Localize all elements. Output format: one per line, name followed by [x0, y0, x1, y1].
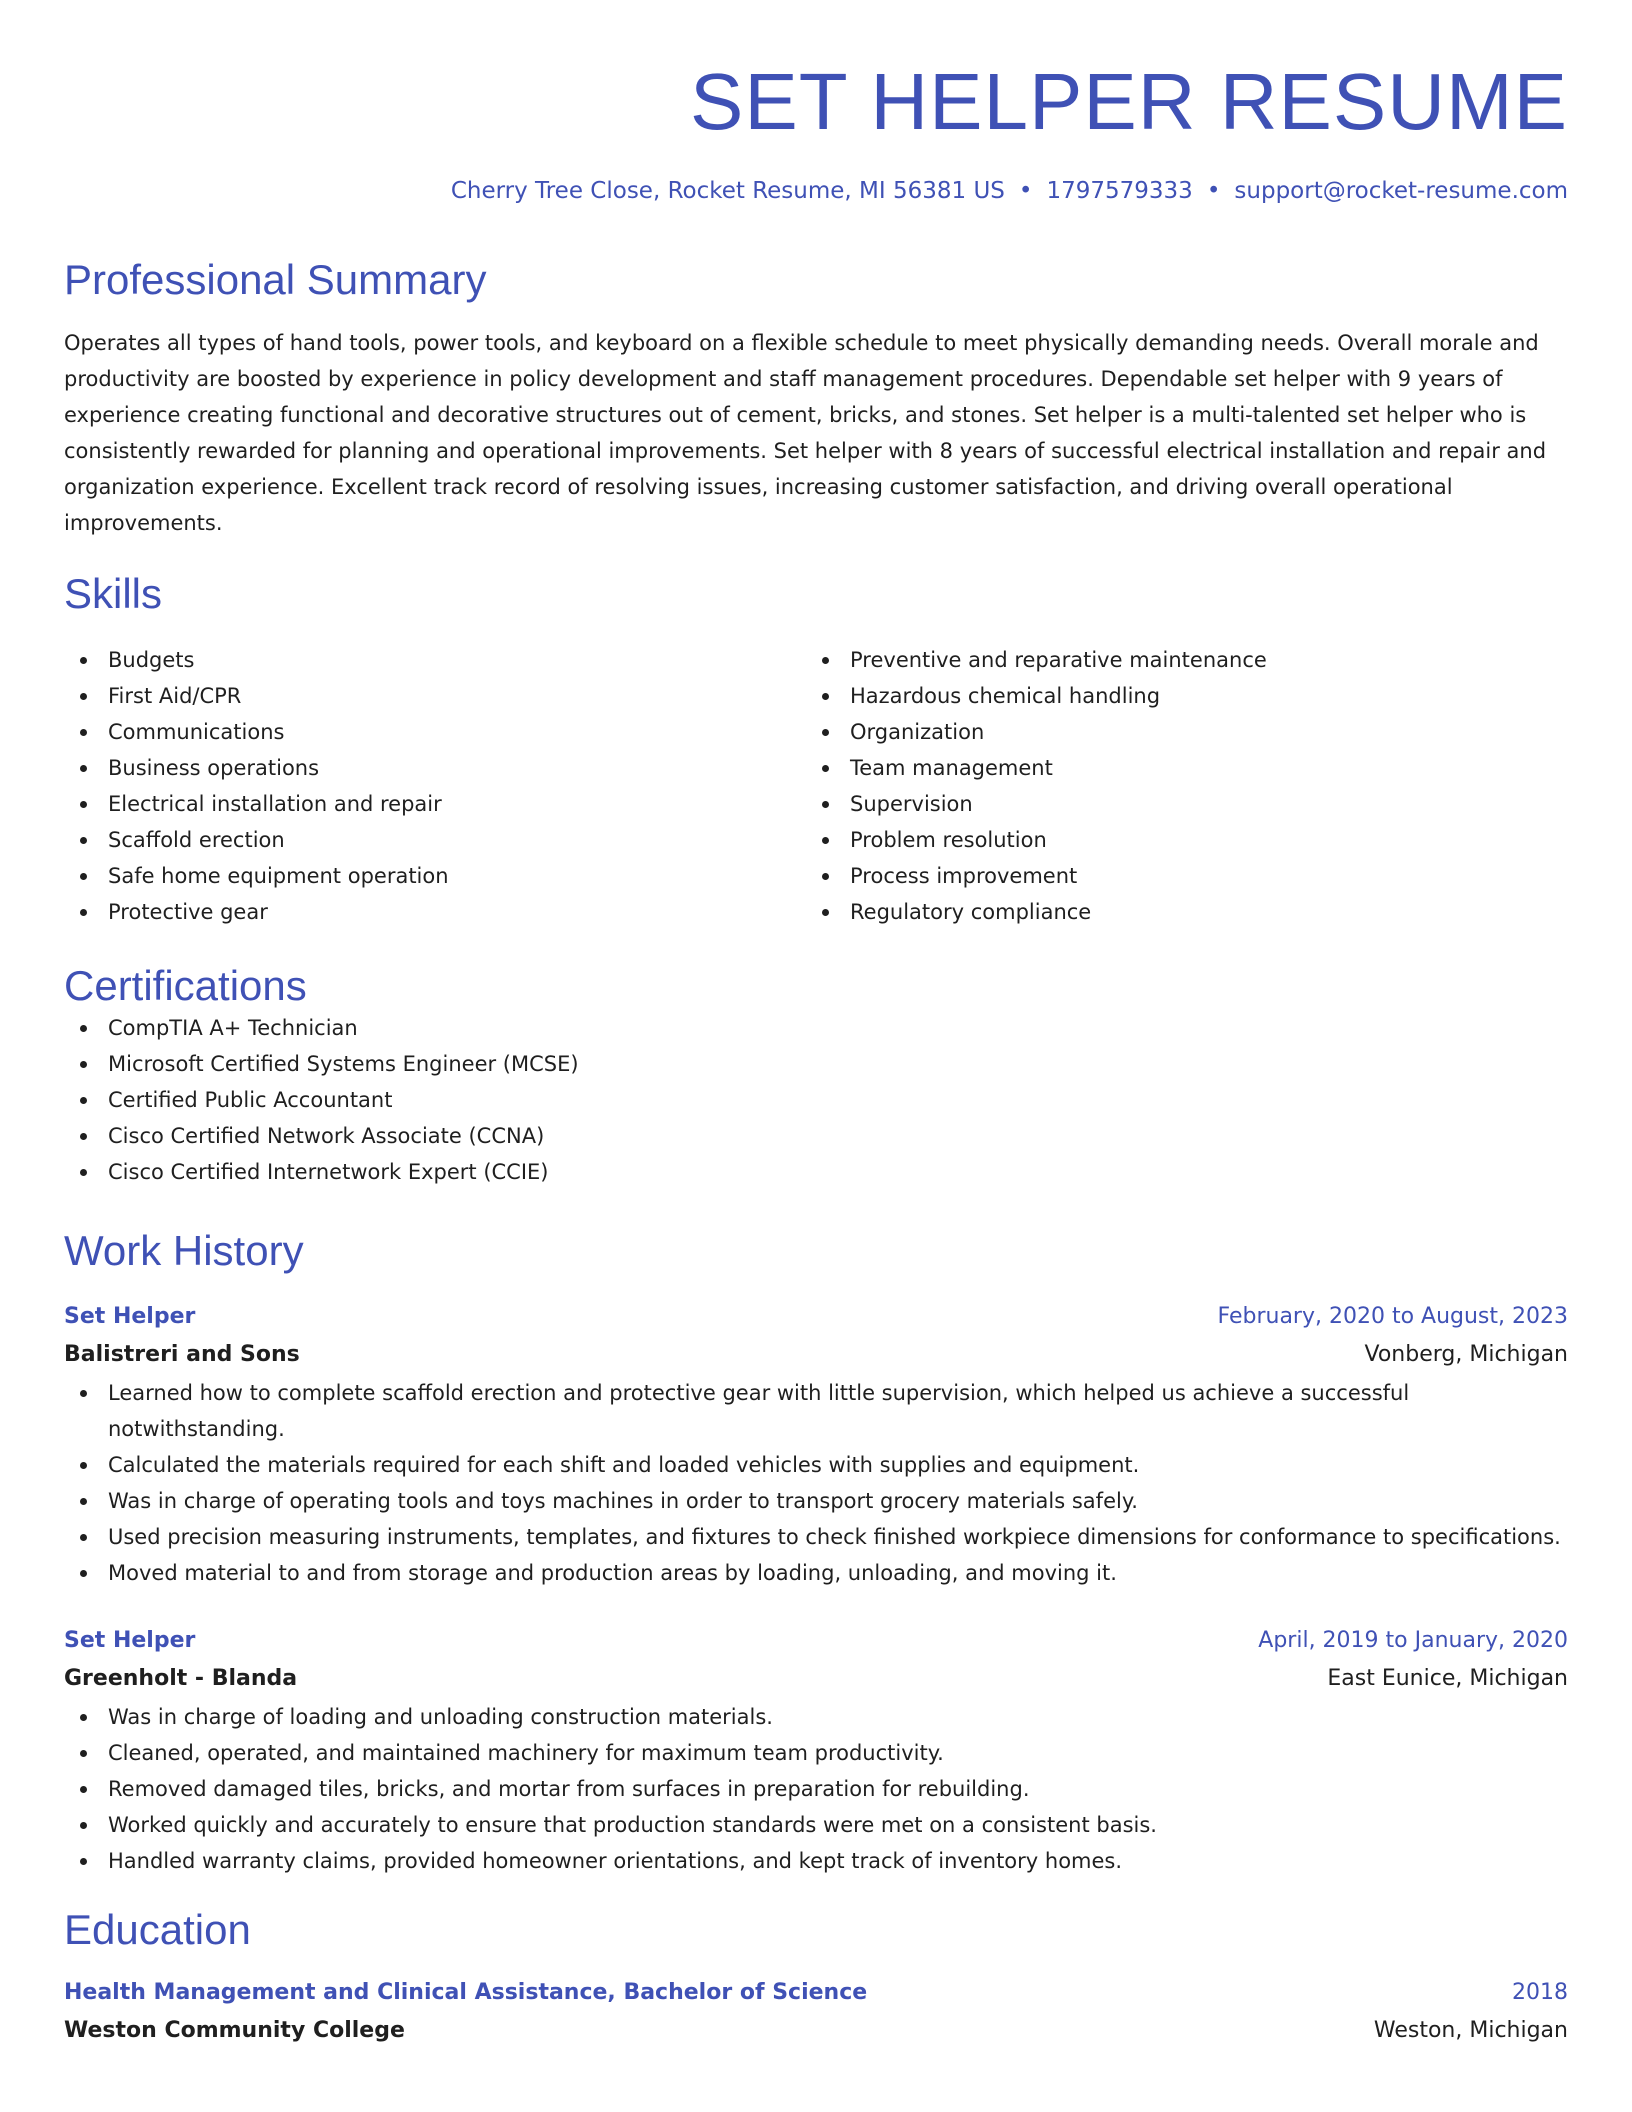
skills-heading: Skills — [64, 570, 163, 618]
contact-line — [64, 175, 1568, 207]
education-heading: Education — [64, 1905, 251, 1953]
skill-item: Problem resolution — [806, 822, 1548, 858]
education-year: 2018 — [1512, 1979, 1568, 2005]
skills-column-right — [806, 642, 1548, 930]
certification-item: Cisco Certified Internetwork Expert (CCIE) — [64, 1154, 1568, 1190]
job-bullet: Learned how to complete scaffold erection and protective gear with little supervision, which helped us achieve a successful notwithstanding. — [64, 1375, 1568, 1447]
skill-item: Budgets — [64, 642, 806, 678]
job-bullet: Worked quickly and accurately to ensure that production standards were met on a consistent basis. — [64, 1807, 1568, 1843]
certification-item: Certified Public Accountant — [64, 1082, 1568, 1118]
education-school-row — [64, 2011, 1568, 2051]
job-bullet: Used precision measuring instruments, templates, and fixtures to check finished workpiece dimensions for conformance to specifications. — [64, 1519, 1568, 1555]
summary-heading: Professional Summary — [64, 256, 487, 303]
skill-item: Protective gear — [64, 894, 806, 930]
contact-phone: 1797579333 — [1046, 178, 1193, 204]
job-company-row — [64, 1335, 1568, 1375]
job-location: East Eunice, Michigan — [1327, 1665, 1568, 1691]
skill-item: Preventive and reparative maintenance — [806, 642, 1548, 678]
job-header-row — [64, 1299, 1568, 1335]
certification-item: Microsoft Certified Systems Engineer (MCSE) — [64, 1046, 1568, 1082]
skill-item: Electrical installation and repair — [64, 786, 806, 822]
job-entry — [64, 1299, 1568, 1591]
education-header-row — [64, 1975, 1568, 2011]
skill-item: Regulatory compliance — [806, 894, 1548, 930]
education-degree: Health Management and Clinical Assistance, Bachelor of Science — [64, 1979, 868, 2005]
skill-item: Communications — [64, 714, 806, 750]
job-header-row — [64, 1623, 1568, 1659]
job-responsibilities — [64, 1375, 1568, 1591]
job-bullet: Calculated the materials required for each shift and loaded vehicles with supplies and equipment. — [64, 1447, 1568, 1483]
job-bullet: Moved material to and from storage and production areas by loading, unloading, and moving it. — [64, 1555, 1568, 1591]
job-bullet: Cleaned, operated, and maintained machinery for maximum team productivity. — [64, 1735, 1568, 1771]
job-dates: February, 2020 to August, 2023 — [1217, 1303, 1568, 1329]
job-company: Greenholt - Blanda — [64, 1665, 298, 1691]
contact-address: Cherry Tree Close, Rocket Resume, MI 56381 US — [450, 178, 1005, 204]
skill-item: Team management — [806, 750, 1548, 786]
job-bullet: Handled warranty claims, provided homeowner orientations, and kept track of inventory homes. — [64, 1843, 1568, 1879]
work-history-heading: Work History — [64, 1226, 304, 1274]
skill-item: Scaffold erection — [64, 822, 806, 858]
certifications-list — [64, 1010, 1568, 1190]
job-title: Set Helper — [64, 1627, 196, 1653]
certification-item: Cisco Certified Network Associate (CCNA) — [64, 1118, 1568, 1154]
skill-item: First Aid/CPR — [64, 678, 806, 714]
job-company: Balistreri and Sons — [64, 1341, 300, 1367]
job-bullet: Was in charge of loading and unloading construction materials. — [64, 1699, 1568, 1735]
contact-email: support@rocket-resume.com — [1234, 178, 1568, 204]
certification-item: CompTIA A+ Technician — [64, 1010, 1568, 1046]
resume-name: SET HELPER RESUME — [690, 57, 1568, 146]
job-title: Set Helper — [64, 1303, 196, 1329]
education-location: Weston, Michigan — [1373, 2017, 1568, 2043]
job-bullet: Was in charge of operating tools and toys machines in order to transport grocery materials safely. — [64, 1483, 1568, 1519]
contact-separator: • — [1018, 178, 1033, 204]
education-entry — [64, 1975, 1568, 2051]
skills-columns — [64, 642, 1568, 930]
skills-list-left — [64, 642, 806, 930]
skill-item: Safe home equipment operation — [64, 858, 806, 894]
skill-item: Business operations — [64, 750, 806, 786]
job-dates: April, 2019 to January, 2020 — [1258, 1627, 1568, 1653]
job-company-row — [64, 1659, 1568, 1699]
job-entry — [64, 1623, 1568, 1879]
job-bullet: Removed damaged tiles, bricks, and mortar from surfaces in preparation for rebuilding. — [64, 1771, 1568, 1807]
skill-item: Organization — [806, 714, 1548, 750]
job-responsibilities — [64, 1699, 1568, 1879]
skills-column-left — [64, 642, 806, 930]
summary-text: Operates all types of hand tools, power tools, and keyboard on a flexible schedule to meet physically demanding needs. Overall morale and productivity are boosted by experience in policy development and staff management procedures. Dependable set helper with 9 years of experience creating functional and decorative structures out of cement, bricks, and stones. Set helper is a multi-talented set helper who is consistently rewarded for planning and operational improvements. Set helper with 8 years of successful electrical installation and repair and organization experience. Excellent track record of resolving issues, increasing customer satisfaction, and driving overall operational improvements. — [64, 331, 1547, 536]
contact-separator: • — [1206, 178, 1221, 204]
skill-item: Process improvement — [806, 858, 1548, 894]
skill-item: Hazardous chemical handling — [806, 678, 1548, 714]
education-school: Weston Community College — [64, 2017, 405, 2043]
skills-list-right — [806, 642, 1548, 930]
skill-item: Supervision — [806, 786, 1548, 822]
certifications-heading: Certifications — [64, 962, 307, 1010]
job-location: Vonberg, Michigan — [1364, 1341, 1568, 1367]
